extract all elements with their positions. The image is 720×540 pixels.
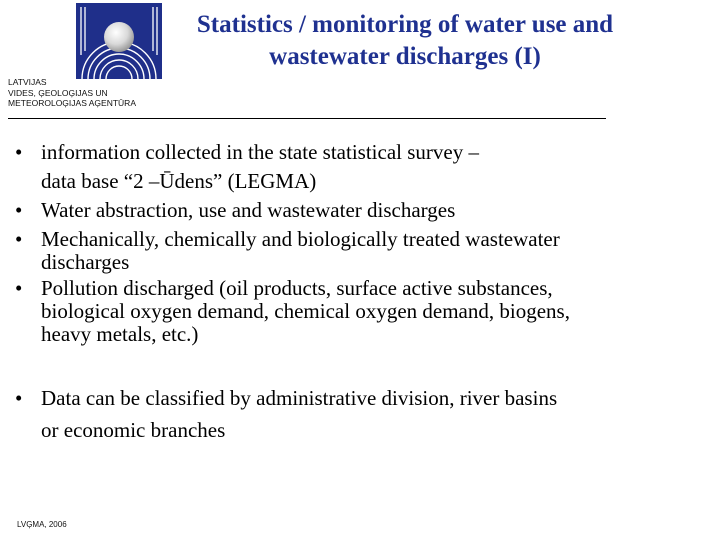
bullet-text: discharges <box>41 250 130 274</box>
bullet-text: biological oxygen demand, chemical oxygen demand, biogens, <box>41 299 570 323</box>
page-title <box>160 9 650 73</box>
bullet-text: Water abstraction, use and wastewater discharges <box>41 198 456 222</box>
lvgma-logo-icon <box>76 3 162 79</box>
bullet-text: heavy metals, etc.) <box>41 322 199 346</box>
bullet-text: data base “2 –Ūdens” (LEGMA) <box>41 169 317 193</box>
bullet-text: information collected in the state statistical survey – <box>41 140 479 164</box>
title-line: wastewater discharges (I) <box>269 43 541 70</box>
bullet-text: Data can be classified by administrative division, river basins <box>41 386 558 410</box>
title-line: Statistics / monitoring of water use and <box>196 11 614 38</box>
bullet-icon: • <box>15 276 23 300</box>
bullet-icon: • <box>15 386 23 410</box>
org-name-line: LATVIJAS <box>8 77 47 87</box>
list-item <box>15 228 695 274</box>
bullet-icon: • <box>15 227 23 251</box>
organization-name <box>8 77 136 109</box>
bullet-icon: • <box>15 198 23 222</box>
bullet-text: Mechanically, chemically and biologically treated wastewater <box>41 227 560 251</box>
list-item <box>15 277 695 346</box>
org-name-line: METEOROLOĢIJAS AĢENTŪRA <box>8 98 136 108</box>
list-item <box>15 138 695 196</box>
bullet-list <box>15 138 695 446</box>
list-item <box>15 196 695 225</box>
bullet-text: or economic branches <box>41 418 226 442</box>
bullet-icon: • <box>15 140 23 164</box>
org-name-line: VIDES, ĢEOLOĢIJAS UN <box>8 87 108 98</box>
header-divider <box>8 118 606 119</box>
bullet-text: Pollution discharged (oil products, surface active substances, <box>41 276 553 300</box>
list-item <box>15 382 695 446</box>
footer-text: LVĢMA, 2006 <box>17 520 67 529</box>
